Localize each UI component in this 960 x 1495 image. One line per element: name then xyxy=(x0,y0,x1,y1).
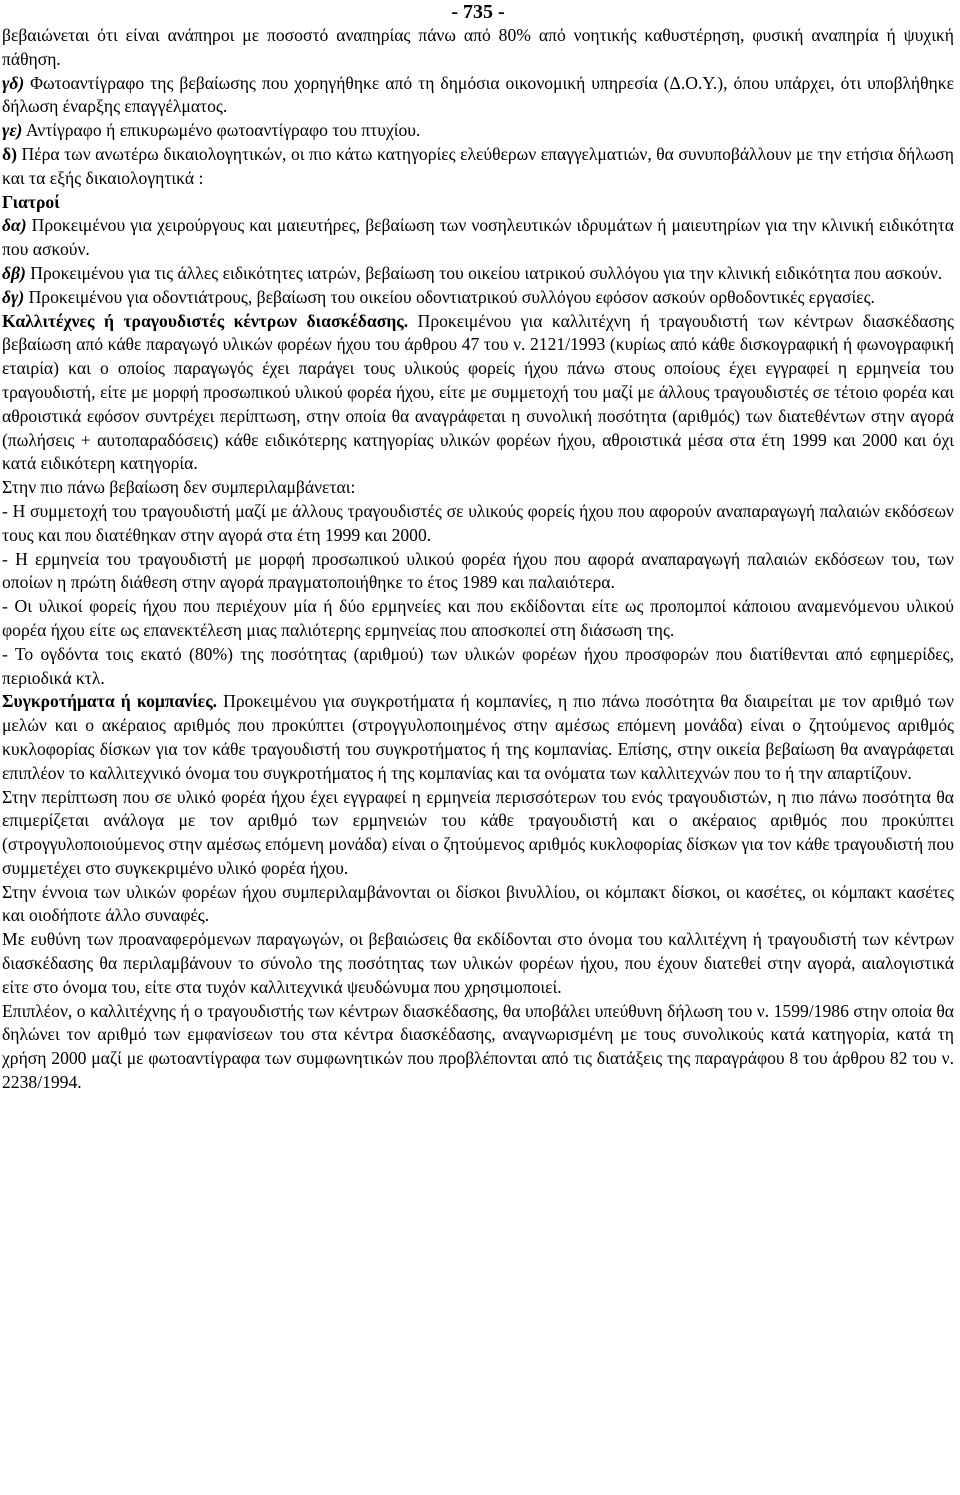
paragraph xyxy=(2,191,954,215)
paragraph xyxy=(2,24,954,72)
paragraph xyxy=(2,690,954,785)
paragraph xyxy=(2,143,954,191)
paragraph xyxy=(2,286,954,310)
paragraph xyxy=(2,548,954,596)
emphasis-text: Καλλιτέχνες ή τραγουδιστές κέντρων διασκέδασης. xyxy=(2,310,409,331)
paragraph-text: Προκειμένου για οδοντιάτρους, βεβαίωση του οικείου οδοντιατρικού συλλόγου εφόσον ασκούν ορθοδοντικές εργασίες. xyxy=(24,286,875,307)
emphasis-text: Γιατροί xyxy=(2,191,60,212)
emphasis-text: δα) xyxy=(2,215,27,236)
paragraph-text: - Το ογδόντα τοις εκατό (80%) της ποσότητας (αριθμού) των υλικών φορέων ήχου προσφορών που διατίθενται από εφημερίδες, περιοδικά κτλ. xyxy=(2,643,954,688)
paragraph-text: - Η ερμηνεία του τραγουδιστή με μορφή προσωπικού υλικού φορέα ήχου που αφορά αναπαραγωγή παλαιών εκδόσεων του, των οποίων η πρώτη διάθεση στην αγορά πραγματοποιήθηκε το έτος 1989 και παλαιότερα. xyxy=(2,548,954,593)
paragraph-text: - Η συμμετοχή του τραγουδιστή μαζί με άλλους τραγουδιστές σε υλικούς φορείς ήχου που αφορούν αναπαραγωγή παλαιών εκδόσεων τους και που διατέθηκαν στην αγορά στα έτη 1999 και 2000. xyxy=(2,500,954,545)
paragraph xyxy=(2,119,954,143)
paragraph-text: Φωτοαντίγραφο της βεβαίωσης που χορηγήθηκε από τη δημόσια οικονομική υπηρεσία (Δ.Ο.Υ.), όπου υπάρχει, ότι υποβλήθηκε δήλωση έναρξης επαγγέλματος. xyxy=(2,72,954,117)
paragraph-text: Πέρα των ανωτέρω δικαιολογητικών, οι πιο κάτω κατηγορίες ελεύθερων επαγγελματιών, θα συνυποβάλλουν με την ετήσια δήλωση και τα εξής δικαιολογητικά : xyxy=(2,143,954,188)
paragraph xyxy=(2,262,954,286)
paragraph xyxy=(2,500,954,548)
paragraph xyxy=(2,1000,954,1095)
paragraph-text: Προκειμένου για τις άλλες ειδικότητες ιατρών, βεβαίωση του οικείου ιατρικού συλλόγου για την κλινική ειδικότητα που ασκούν. xyxy=(25,262,943,283)
emphasis-text: γε) xyxy=(2,120,23,141)
paragraph-text: Προκειμένου για καλλιτέχνη ή τραγουδιστή των κέντρων διασκέδασης βεβαίωση από κάθε παραγωγό υλικών φορέων ήχου του άρθρου 47 του ν. 2121/1993 (κυρίως από κάθε δισκογραφική ή φωνογραφική εταιρία) και ο οποίος παραγωγός έχει παράγει τους υλικούς φορείς ήχου πάνω στους οποίους έχει εγγραφεί η ερμηνεία του τραγουδιστή, είτε με μορφή προσωπικού υλικού φορέα ήχου, είτε με συμμετοχή του μαζί με άλλους τραγουδιστές σε τέτοιο φορέα και αθροιστικά εφόσον συντρέχει περίπτωση, στην οποία θα αναγράφεται η συνολική ποσότητα (αριθμός) των διατεθέντων στην αγορά (πωλήσεις + αυτοπαραδόσεις) κάθε ειδικότερης κατηγορίας υλικών φορέων ήχου, αθροιστικά μέσα στα έτη 1999 και 2000 και όχι κατά ειδικότερη κατηγορία. xyxy=(2,310,954,474)
paragraph xyxy=(2,928,954,999)
paragraph xyxy=(2,643,954,691)
page-number: - 735 - xyxy=(451,1,505,23)
paragraph-text: Προκειμένου για συγκροτήματα ή κομπανίες, η πιο πάνω ποσότητα θα διαιρείται με τον αριθμό των μελών και ο ακέραιος αριθμός που προκύπτει (στρογγυλοποιημένος στην αμέσως επόμενη μονάδα) είναι ο ζητούμενος αριθμός κυκλοφορίας δίσκων για τον κάθε τραγουδιστή του συγκροτήματος ή της κομπανίας. Επίσης, στην οικεία βεβαίωση θα αναγράφεται επιπλέον το καλλιτεχνικό όνομα του συγκροτήματος ή της κομπανίας και τα ονόματα των καλλιτεχνών που το ή την απαρτίζουν. xyxy=(2,691,954,783)
paragraph-text: Επιπλέον, ο καλλιτέχνης ή ο τραγουδιστής των κέντρων διασκέδασης, θα υποβάλει υπεύθυνη δήλωση του ν. 1599/1986 στην οποία θα δηλώνει τον αριθμό των εμφανίσεων του στα κέντρα διασκέδασης, αναγνωρισμένη με τους συνολικούς κατά κατηγορία, κατά τη χρήση 2000 μαζί με φωτοαντίγραφα των συμφωνητικών που προβλέπονται από τις διατάξεις της παραγράφου 8 του άρθρου 82 του ν. 2238/1994. xyxy=(2,1000,954,1093)
paragraph-text: Στην έννοια των υλικών φορέων ήχου συμπεριλαμβάνονται οι δίσκοι βινυλλίου, οι κόμπακτ δίσκοι, οι κασέτες, οι κόμπακτ κασέτες και οιοδήποτε άλλο συναφές. xyxy=(2,881,954,926)
paragraph-text: Στην πιο πάνω βεβαίωση δεν συμπεριλαμβάνεται: xyxy=(2,477,356,498)
body-text xyxy=(2,24,954,1095)
paragraph xyxy=(2,214,954,262)
emphasis-text: δ) xyxy=(2,143,17,164)
paragraph xyxy=(2,881,954,929)
paragraph xyxy=(2,310,954,477)
paragraph-text: Προκειμένου για χειρούργους και μαιευτήρες, βεβαίωση των νοσηλευτικών ιδρυμάτων ή μαιευτηρίων για την κλινική ειδικότητα που ασκούν. xyxy=(2,215,954,260)
paragraph xyxy=(2,595,954,643)
paragraph-text: Με ευθύνη των προαναφερόμενων παραγωγών, οι βεβαιώσεις θα εκδίδονται στο όνομα του καλλιτέχνη ή τραγουδιστή των κέντρων διασκέδασης θα περιλαμβάνουν το σύνολο της ποσότητας των υλικών φορέων ήχου, που έχουν διατεθεί στην αγορά, αιαλογιστικά είτε στο όνομα του, είτε στα τυχόν καλλιτεχνικά ψευδώνυμα που χρησιμοποιεί. xyxy=(2,929,954,997)
emphasis-text: δγ) xyxy=(2,286,25,307)
paragraph-text: Αντίγραφο ή επικυρωμένο φωτοαντίγραφο του πτυχίου. xyxy=(22,120,421,141)
emphasis-text: δβ) xyxy=(2,262,26,283)
paragraph xyxy=(2,72,954,120)
emphasis-text: γδ) xyxy=(2,72,25,93)
paragraph-text: βεβαιώνεται ότι είναι ανάπηροι με ποσοστό αναπηρίας πάνω από 80% από νοητικής καθυστέρηση, φυσική αναπηρία ή ψυχική πάθηση. xyxy=(2,25,954,69)
paragraph-text: Στην περίπτωση που σε υλικό φορέα ήχου έχει εγγραφεί η ερμηνεία περισσότερων του ενός τραγουδιστών, η πιο πάνω ποσότητα θα επιμερίζεται ανάλογα με τον αριθμό των ερμηνειών του κάθε τραγουδιστή και ο ακέραιος αριθμός που προκύπτει (στρογγυλοποιούμενος στην αμέσως επόμενη μονάδα) είναι ο ζητούμενος αριθμός κυκλοφορίας δίσκων για τον κάθε τραγουδιστή που συμμετέχει στο συγκεκριμένο υλικό φορέα ήχου. xyxy=(2,786,954,878)
paragraph xyxy=(2,786,954,881)
emphasis-text: Συγκροτήματα ή κομπανίες. xyxy=(2,691,218,712)
paragraph-text: - Οι υλικοί φορείς ήχου που περιέχουν μία ή δύο ερμηνείες και που εκδίδονται είτε ως προπομποί κάποιου αναμενόμενου υλικού φορέα ήχου είτε ως επανεκτέλεση μιας παλιότερης ερμηνείας που αποσκοπεί στη διάσωση της. xyxy=(2,596,954,640)
paragraph xyxy=(2,476,954,500)
